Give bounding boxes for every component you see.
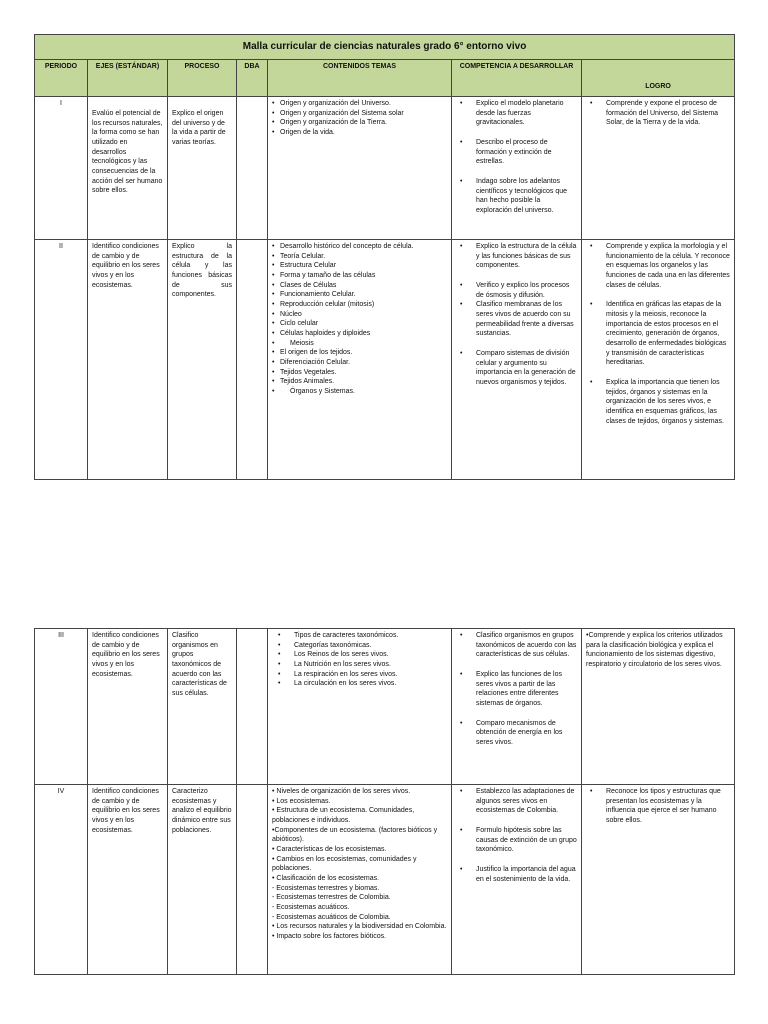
- contenido-item: • Tipos de caracteres taxonómicos.: [272, 631, 447, 641]
- logro-cell: [582, 240, 735, 480]
- logro-item: • Identifica en gráficas las etapas de la mitosis y la meiosis, reconoce la importancia de estos procesos en el crecimiento, generación de órganos, desarrollo de enfermedades biológicas y transmisión de características hereditarias.: [586, 300, 730, 368]
- logro-item: • Comprende y expone el proceso de formación del Universo, del Sistema Solar, de la Tierra y de la vida.: [586, 99, 730, 128]
- logro-list: [586, 631, 730, 670]
- competencia-item: • Comparo mecanismos de obtención de energía en los seres vivos.: [456, 719, 577, 748]
- periodo-cell: I: [35, 97, 88, 240]
- competencia-item: • Justifico la importancia del agua en el sostenimiento de la vida.: [456, 865, 577, 884]
- contenido-item: • La Nutrición en los seres vivos.: [272, 660, 447, 670]
- header-proceso: PROCESO: [168, 60, 237, 97]
- header-competencia: COMPETENCIA A DESARROLLAR: [452, 60, 582, 97]
- contenidos-cell: [268, 629, 452, 785]
- competencia-item: • Explico el modelo planetario desde las fuerzas gravitacionales.: [456, 99, 577, 128]
- contenidos-list: [272, 787, 447, 942]
- contenido-item: • Tejidos Vegetales.: [272, 368, 447, 378]
- competencia-list: [456, 787, 577, 884]
- logro-cell: [582, 785, 735, 975]
- dba-cell: [237, 97, 268, 240]
- contenido-item: • Niveles de organización de los seres vivos.: [272, 788, 411, 795]
- logro-item: • Explica la importancia que tienen los tejidos, órganos y sistemas en la organización de los seres vivos, e identifica en esquemas gráficos, las clases de tejidos, órganos y sistemas.: [586, 378, 730, 426]
- header-dba: DBA: [237, 60, 268, 97]
- contenido-item: • Funcionamiento Celular.: [272, 290, 447, 300]
- contenido-item: • Clases de Células: [272, 281, 447, 291]
- competencia-cell: [452, 240, 582, 480]
- curriculum-table-top: [34, 34, 735, 480]
- contenido-item: • La circulación en los seres vivos.: [272, 679, 447, 689]
- ejes-cell: Identifico condiciones de cambio y de equilibrio en los seres vivos y en los ecosistemas.: [88, 785, 168, 975]
- contenido-item: • Forma y tamaño de las células: [272, 271, 447, 281]
- contenido-item: - Ecosistemas terrestres de Colombia.: [272, 894, 391, 902]
- logro-item: • Reconoce los tipos y estructuras que presentan los ecosistemas y la influencia que ejerce el ser humano sobre ellos.: [586, 787, 730, 826]
- dba-cell: [237, 629, 268, 785]
- period-row: [35, 240, 735, 480]
- contenido-item: • La respiración en los seres vivos.: [272, 670, 447, 680]
- competencia-item: • Verifico y explico los procesos de ósmosis y difusión.: [456, 281, 577, 300]
- logro-item: • Comprende y explica la morfología y el funcionamiento de la célula. Y reconoce en esquemas los organelos y las funciones de cada una en las diferentes clases de células.: [586, 242, 730, 290]
- logro-item: •Comprende y explica los criterios utilizados para la clasificación biológica y explica el funcionamiento de los sistemas digestivo, respiratorio y circulatorio de los seres vivos.: [586, 632, 723, 668]
- contenido-item: • Tejidos Animales.: [272, 377, 447, 387]
- proceso-cell: Explico el origen del universo y de la vida a partir de varias teorías.: [168, 97, 237, 240]
- contenido-item: • Características de los ecosistemas.: [272, 845, 387, 853]
- periodo-cell: III: [35, 629, 88, 785]
- period-row: [35, 97, 735, 240]
- contenido-item: • Meiosis: [272, 339, 447, 349]
- dba-cell: [237, 785, 268, 975]
- competencia-item: • Indago sobre los adelantos científicos y tecnológicos que han hecho posible la exploración del universo.: [456, 177, 577, 216]
- logro-list: [586, 787, 730, 826]
- contenido-item: • Teoría Celular.: [272, 252, 447, 262]
- contenidos-list: [272, 631, 447, 689]
- ejes-cell: Evalúo el potencial de los recursos naturales, la forma como se han utilizado en desarrollos tecnológicos y las consecuencias de la acción del ser humano sobre ellos.: [88, 97, 168, 240]
- contenido-item: • Origen y organización del Sistema solar: [272, 109, 447, 119]
- competencia-list: [456, 242, 577, 388]
- contenidos-list: [272, 99, 447, 138]
- contenido-item: • Los Reinos de los seres vivos.: [272, 650, 447, 660]
- contenido-item: • Categorías taxonómicas.: [272, 641, 447, 651]
- curriculum-table-bottom: [34, 628, 735, 975]
- competencia-item: • Clasifico organismos en grupos taxonómicos de acuerdo con las características de sus células.: [456, 631, 577, 660]
- contenido-item: • Clasificación de los ecosistemas.: [272, 874, 380, 882]
- header-periodo: PERIODO: [35, 60, 88, 97]
- header-contenidos: CONTENIDOS TEMAS: [268, 60, 452, 97]
- logro-list: [586, 242, 730, 426]
- contenido-item: • Impacto sobre los factores bióticos.: [272, 932, 387, 940]
- contenidos-cell: [268, 240, 452, 480]
- contenido-item: • El origen de los tejidos.: [272, 348, 447, 358]
- competencia-item: • Comparo sistemas de división celular y argumento su importancia en la generación de nuevos organismos y tejidos.: [456, 349, 577, 388]
- competencia-cell: [452, 629, 582, 785]
- contenido-item: • Origen de la vida.: [272, 128, 447, 138]
- competencia-item: • Describo el proceso de formación y extinción de estrellas.: [456, 138, 577, 167]
- competencia-cell: [452, 97, 582, 240]
- competencia-item: • Explico las funciones de los seres vivos a partir de las relaciones entre diferentes sistemas de órganos.: [456, 670, 577, 709]
- periodo-cell: IV: [35, 785, 88, 975]
- contenido-item: • Origen y organización de la Tierra.: [272, 118, 447, 128]
- contenido-item: •Componentes de un ecosistema. (factores bióticos y abióticos).: [272, 826, 438, 844]
- contenido-item: • Desarrollo histórico del concepto de célula.: [272, 242, 447, 252]
- contenido-item: • Cambios en los ecosistemas, comunidades y poblaciones.: [272, 855, 417, 873]
- header-ejes: EJES (ESTÁNDAR): [88, 60, 168, 97]
- contenido-item: • Estructura Celular: [272, 261, 447, 271]
- proceso-cell: Clasifico organismos en grupos taxonómicos de acuerdo con las características de sus células.: [168, 629, 237, 785]
- logro-cell: [582, 97, 735, 240]
- competencia-item: • Clasifico membranas de los seres vivos de acuerdo con su permeabilidad frente a diversas sustancias.: [456, 300, 577, 339]
- contenido-item: • Origen y organización del Universo.: [272, 99, 447, 109]
- contenidos-cell: [268, 785, 452, 975]
- period-row: [35, 785, 735, 975]
- competencia-item: • Formulo hipótesis sobre las causas de extinción de un grupo taxonómico.: [456, 826, 577, 855]
- contenido-item: • Los ecosistemas.: [272, 797, 331, 805]
- contenido-item: • Diferenciación Celular.: [272, 358, 447, 368]
- contenido-item: • Núcleo: [272, 310, 447, 320]
- contenido-item: • Órganos y Sistemas.: [272, 387, 447, 397]
- contenido-item: • Los recursos naturales y la biodiversidad en Colombia.: [272, 923, 447, 931]
- contenido-item: • Estructura de un ecosistema. Comunidades, poblaciones e individuos.: [272, 807, 415, 824]
- competencia-cell: [452, 785, 582, 975]
- header-logro: LOGRO: [582, 60, 735, 97]
- periodo-cell: II: [35, 240, 88, 480]
- competencia-item: • Explico la estructura de la célula y las funciones básicas de sus componentes.: [456, 242, 577, 271]
- period-row: [35, 629, 735, 785]
- document-title: Malla curricular de ciencias naturales grado 6° entorno vivo: [35, 35, 735, 60]
- contenido-item: - Ecosistemas acuáticos.: [272, 903, 350, 911]
- contenido-item: • Células haploides y diploides: [272, 329, 447, 339]
- competencia-list: [456, 99, 577, 216]
- header-row: [35, 60, 735, 97]
- competencia-list: [456, 631, 577, 748]
- contenidos-list: [272, 242, 447, 397]
- contenido-item: • Ciclo celular: [272, 319, 447, 329]
- contenido-item: • Reproducción celular (mitosis): [272, 300, 447, 310]
- proceso-cell: Caracterizo ecosistemas y analizo el equilibrio dinámico entre sus poblaciones.: [168, 785, 237, 975]
- contenidos-cell: [268, 97, 452, 240]
- contenido-item: - Ecosistemas acuáticos de Colombia.: [272, 913, 391, 921]
- contenido-item: - Ecosistemas terrestres y biomas.: [272, 884, 380, 892]
- ejes-cell: Identifico condiciones de cambio y de equilibrio en los seres vivos y en los ecosistemas.: [88, 240, 168, 480]
- ejes-cell: Identifico condiciones de cambio y de equilibrio en los seres vivos y en los ecosistemas.: [88, 629, 168, 785]
- logro-cell: [582, 629, 735, 785]
- competencia-item: • Establezco las adaptaciones de algunos seres vivos en ecosistemas de Colombia.: [456, 787, 577, 816]
- proceso-cell: Explico la estructura de la célula y las funciones básicas de sus componentes.: [168, 240, 237, 480]
- logro-list: [586, 99, 730, 128]
- dba-cell: [237, 240, 268, 480]
